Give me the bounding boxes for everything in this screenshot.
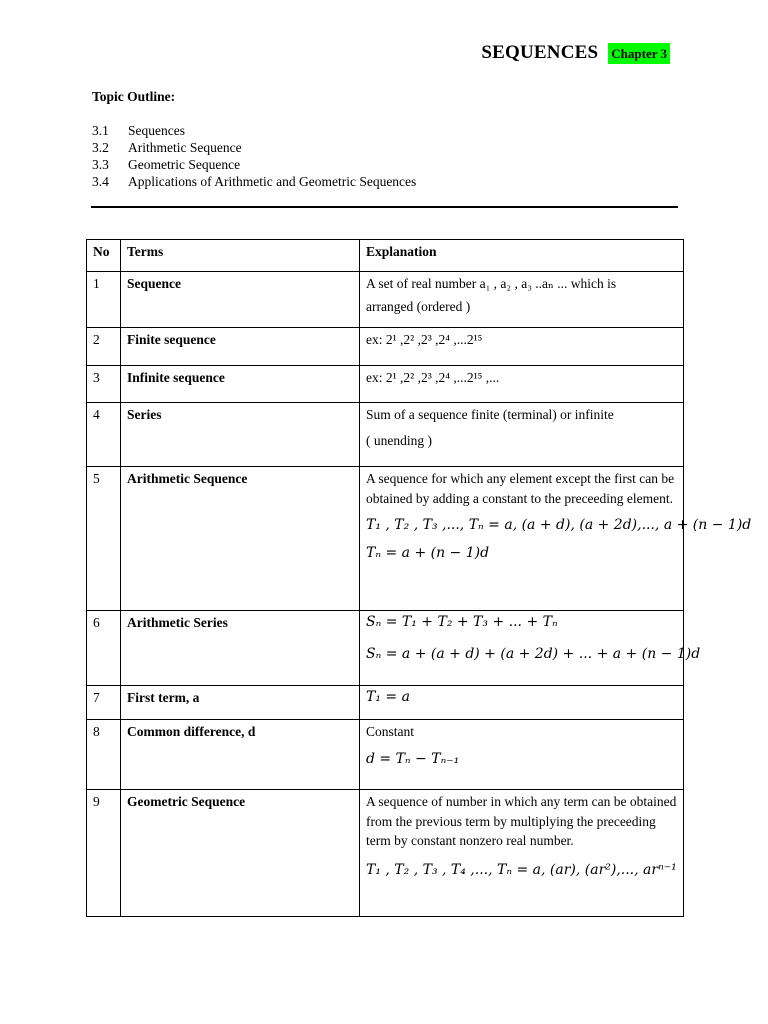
table-row	[87, 686, 684, 720]
row-explanation	[360, 611, 701, 686]
explanation-text: arranged (ordered )	[366, 298, 471, 314]
row-number: 7	[87, 686, 121, 720]
row-term: First term, a	[121, 686, 360, 720]
row-explanation	[360, 272, 684, 328]
formula: Tₙ = a + (n − 1)d	[366, 544, 490, 561]
table-row	[87, 611, 684, 686]
row-term: Infinite sequence	[121, 366, 360, 403]
outline-item-text: Applications of Arithmetic and Geometric Sequences	[128, 174, 417, 189]
formula: T₁ = a	[366, 689, 410, 705]
row-term: Arithmetic Sequence	[121, 467, 360, 611]
row-explanation	[360, 686, 684, 720]
row-number: 2	[87, 328, 121, 366]
row-term: Series	[121, 403, 360, 467]
outline-item-number: 3.1	[92, 123, 109, 138]
row-term: Arithmetic Series	[121, 611, 360, 686]
explanation-text: A sequence for which any element except the first can be obtained by adding a constant to the preceeding element.	[366, 471, 675, 506]
row-number: 4	[87, 403, 121, 467]
outline-item	[92, 173, 416, 190]
terms-table	[86, 239, 752, 917]
explanation-text: A sequence of number in which any term can be obtained from the previous term by multiplying the preceeding term by constant nonzero real number.	[366, 794, 677, 848]
row-term: Finite sequence	[121, 328, 360, 366]
explanation-text: Constant	[366, 724, 415, 739]
row-number: 5	[87, 467, 121, 611]
table-row	[87, 790, 684, 917]
column-header-terms: Terms	[121, 240, 360, 272]
row-number: 8	[87, 720, 121, 790]
outline-item	[92, 139, 416, 156]
explanation-text: A set of real number a₁ , a₂ , a₃ ..aₙ ... which is	[366, 276, 617, 291]
formula: Sₙ = a + (a + d) + (a + 2d) + ... + a + (n − 1)d	[366, 645, 701, 662]
formula: Sₙ = T₁ + T₂ + T₃ + ... + Tₙ	[366, 614, 558, 630]
outline-item-text: Geometric Sequence	[128, 157, 241, 172]
column-header-explanation: Explanation	[360, 240, 684, 272]
outline-item-number: 3.3	[92, 157, 109, 172]
page-title: SEQUENCES	[481, 42, 599, 63]
outline-item-number: 3.2	[92, 140, 109, 155]
row-explanation	[360, 403, 684, 467]
chapter-badge: Chapter 3	[608, 43, 670, 64]
outline-heading: Topic Outline:	[92, 89, 176, 104]
row-number: 6	[87, 611, 121, 686]
row-number: 1	[87, 272, 121, 328]
explanation-text: Sum of a sequence finite (terminal) or infinite	[366, 407, 614, 422]
table-row	[87, 366, 684, 403]
table-row	[87, 328, 684, 366]
topic-outline	[92, 88, 416, 190]
explanation-text: ex: 2¹ ,2² ,2³ ,2⁴ ,...2¹⁵	[366, 332, 483, 347]
table-row	[87, 272, 684, 328]
row-explanation	[360, 467, 752, 611]
section-divider	[91, 206, 678, 208]
explanation-text: ex: 2¹ ,2² ,2³ ,2⁴ ,...2¹⁵ ,...	[366, 370, 500, 385]
table-row	[87, 467, 684, 611]
table-row	[87, 403, 684, 467]
row-explanation	[360, 328, 684, 366]
row-explanation	[360, 790, 684, 917]
outline-item-number: 3.4	[92, 174, 109, 189]
row-term: Sequence	[121, 272, 360, 328]
row-term: Geometric Sequence	[121, 790, 360, 917]
row-explanation	[360, 720, 684, 790]
row-term: Common difference, d	[121, 720, 360, 790]
outline-item	[92, 156, 416, 173]
formula: T₁ , T₂ , T₃ ,..., Tₙ = a, (a + d), (a + 2d),..., a + (n − 1)d	[366, 517, 752, 533]
column-header-no: No	[87, 240, 121, 272]
row-number: 9	[87, 790, 121, 917]
formula: T₁ , T₂ , T₃ , T₄ ,..., Tₙ = a, (ar), (ar²),..., arⁿ⁻¹	[366, 861, 677, 878]
outline-item-text: Arithmetic Sequence	[128, 140, 242, 155]
explanation-text: ( unending )	[366, 432, 432, 448]
table-row	[87, 720, 684, 790]
page-header	[481, 42, 670, 64]
row-number: 3	[87, 366, 121, 403]
row-explanation	[360, 366, 684, 403]
formula: d = Tₙ − Tₙ₋₁	[366, 750, 460, 767]
outline-item	[92, 122, 416, 139]
outline-item-text: Sequences	[128, 123, 185, 138]
table-header-row	[87, 240, 684, 272]
